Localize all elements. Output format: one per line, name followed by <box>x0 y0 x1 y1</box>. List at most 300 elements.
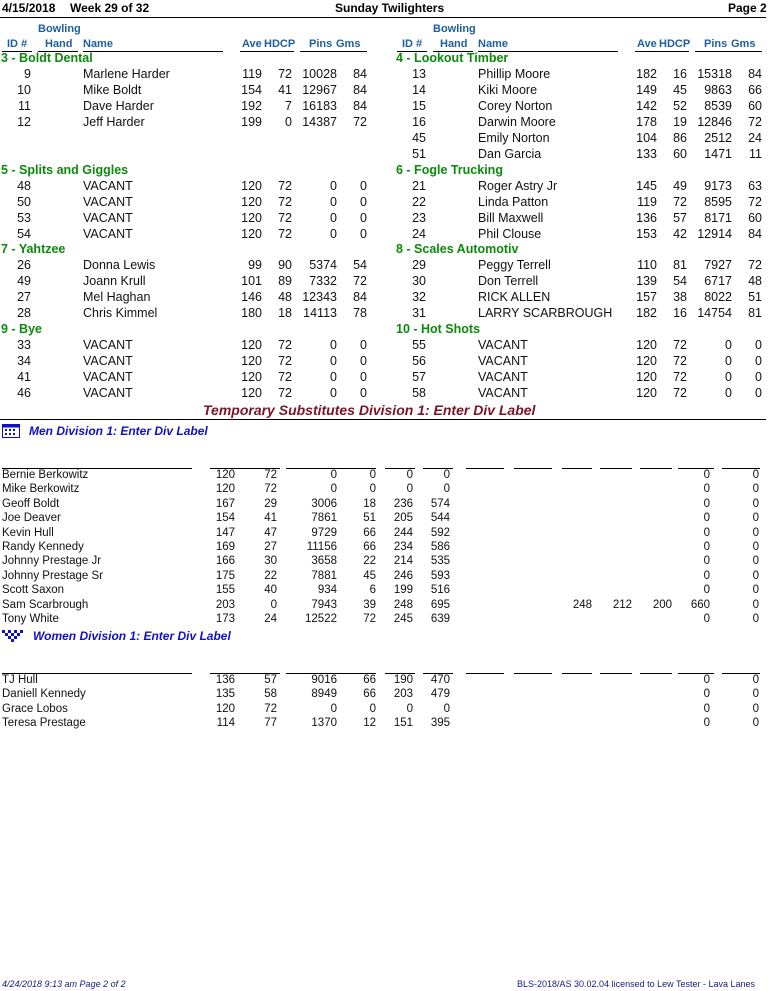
bowler-id: 28 <box>17 306 31 320</box>
league-title: Sunday Twilighters <box>335 1 445 15</box>
bowler-id: 34 <box>17 354 31 368</box>
team-title: 7 - Yahtzee <box>1 242 66 256</box>
bowler-handicap: 90 <box>278 258 292 272</box>
bowler-name: Kiki Moore <box>478 83 538 97</box>
sub-games: 51 <box>363 512 376 525</box>
bowler-handicap: 45 <box>673 83 687 97</box>
sub-games: 0 <box>369 483 376 496</box>
bowler-name: Phillip Moore <box>478 67 551 81</box>
bowler-id: 45 <box>412 131 426 145</box>
bowler-handicap: 72 <box>673 338 687 352</box>
sub-hdcp-total: 0 <box>752 555 759 568</box>
sub-high-series: 639 <box>430 613 450 625</box>
bowler-average: 99 <box>248 258 262 272</box>
bowler-name: VACANT <box>83 179 133 193</box>
sub-total: 0 <box>703 483 710 496</box>
sub-name: Johnny Prestage Jr <box>2 555 102 568</box>
sub-hdcp-total: 0 <box>752 717 759 730</box>
bowler-id: 26 <box>17 258 31 272</box>
sub-high-series: 593 <box>430 569 450 582</box>
sub-high-game: 151 <box>393 717 413 730</box>
bowler-name: Mike Boldt <box>83 83 142 97</box>
sub-pins: 0 <box>330 469 337 481</box>
footer-license: BLS-2018/AS 30.02.04 licensed to Lew Tester - Lava Lanes <box>517 979 755 989</box>
bowler-id: 58 <box>412 386 426 400</box>
sub-handicap: 57 <box>264 674 277 686</box>
sub-average: 147 <box>215 526 235 539</box>
bowler-average: 192 <box>241 99 262 113</box>
sub-game-2: 212 <box>612 598 632 611</box>
sub-high-series: 586 <box>430 541 450 553</box>
bowler-average: 142 <box>636 99 657 113</box>
bowler-pins: 0 <box>725 354 732 368</box>
report-date: 4/15/2018 <box>2 1 56 15</box>
gms-header: Gms <box>731 38 756 50</box>
bowler-games: 0 <box>755 370 762 384</box>
bowler-id: 14 <box>412 83 426 97</box>
bowler-name: VACANT <box>83 227 133 241</box>
bowler-average: 120 <box>636 338 657 352</box>
sub-handicap: 72 <box>264 483 277 496</box>
bowler-games: 0 <box>360 386 367 400</box>
bowler-name: VACANT <box>478 338 528 352</box>
sub-hdcp-total: 0 <box>752 613 759 625</box>
sub-handicap: 0 <box>270 598 277 611</box>
sub-total: 0 <box>703 469 710 481</box>
bowler-pins: 0 <box>330 370 337 384</box>
underline <box>600 673 632 674</box>
bowler-pins: 10028 <box>302 67 337 81</box>
bowler-name: Darwin Moore <box>478 115 556 129</box>
bowler-pins: 14387 <box>302 115 337 129</box>
sub-handicap: 58 <box>264 688 277 701</box>
hand-header: Hand <box>440 38 468 50</box>
sub-handicap: 72 <box>264 702 277 715</box>
bowler-handicap: 16 <box>673 67 687 81</box>
sub-handicap: 24 <box>264 613 277 625</box>
sub-games: 66 <box>363 674 376 686</box>
underline <box>640 673 672 674</box>
bowler-name: VACANT <box>478 386 528 400</box>
sub-total: 0 <box>703 497 710 510</box>
sub-pins: 8949 <box>311 688 337 701</box>
underline <box>600 468 632 469</box>
bowler-average: 157 <box>636 290 657 304</box>
sub-average: 169 <box>215 541 235 553</box>
men-division-icon <box>2 424 20 438</box>
sub-name: Randy Kennedy <box>2 541 84 553</box>
bowler-average: 120 <box>241 179 262 193</box>
team-title: 3 - Boldt Dental <box>1 51 93 65</box>
subs-rule <box>0 419 766 420</box>
bowler-handicap: 72 <box>278 370 292 384</box>
bowler-games: 0 <box>360 370 367 384</box>
bowler-average: 110 <box>637 258 657 272</box>
ave-header: Ave <box>242 38 262 50</box>
bowler-id: 9 <box>24 67 31 81</box>
sub-average: 154 <box>215 512 235 525</box>
team-title: 9 - Bye <box>1 322 42 336</box>
underline <box>514 468 552 469</box>
sub-games: 0 <box>369 702 376 715</box>
bowler-pins: 12967 <box>302 83 337 97</box>
sub-name: Teresa Prestage <box>2 717 86 730</box>
sub-high-game: 236 <box>393 497 413 510</box>
bowler-games: 84 <box>748 67 762 81</box>
bowler-id: 22 <box>412 195 426 209</box>
sub-name: Johnny Prestage Sr <box>2 569 104 582</box>
sub-average: 175 <box>215 569 235 582</box>
sub-total: 0 <box>703 613 710 625</box>
bowler-handicap: 48 <box>278 290 292 304</box>
bowler-pins: 14113 <box>303 306 337 320</box>
sub-name: Sam Scarbrough <box>2 598 89 611</box>
bowler-pins: 0 <box>330 354 337 368</box>
bowler-handicap: 72 <box>278 354 292 368</box>
sub-pins: 9016 <box>311 674 337 686</box>
bowler-handicap: 72 <box>673 370 687 384</box>
bowler-average: 101 <box>241 274 262 288</box>
sub-games: 18 <box>363 497 376 510</box>
sub-hdcp-total: 0 <box>752 702 759 715</box>
bowler-id: 51 <box>412 147 426 161</box>
underline <box>514 673 552 674</box>
bowling-label: Bowling <box>38 23 81 35</box>
bowler-average: 120 <box>241 386 262 400</box>
hdcp-header: HDCP <box>264 38 296 50</box>
bowler-name: RICK ALLEN <box>478 290 551 304</box>
sub-total: 0 <box>703 512 710 525</box>
bowler-average: 119 <box>242 67 262 81</box>
sub-pins: 7861 <box>311 512 337 525</box>
bowler-handicap: 72 <box>278 211 292 225</box>
bowler-id: 10 <box>17 83 31 97</box>
sub-high-series: 535 <box>430 555 450 568</box>
sub-high-series: 395 <box>430 717 450 730</box>
underline <box>562 673 592 674</box>
bowler-handicap: 16 <box>673 306 687 320</box>
underline <box>562 468 592 469</box>
bowler-name: Linda Patton <box>478 195 549 209</box>
bowler-name: VACANT <box>83 354 133 368</box>
sub-handicap: 30 <box>264 555 277 568</box>
page-number: Page 2 <box>728 1 767 15</box>
sub-handicap: 29 <box>264 497 277 510</box>
header-rule <box>0 17 766 18</box>
bowler-handicap: 18 <box>278 306 292 320</box>
bowler-id: 33 <box>17 338 31 352</box>
sub-pins: 9729 <box>311 526 337 539</box>
sub-pins: 0 <box>330 702 337 715</box>
team-title: 8 - Scales Automotiv <box>396 242 519 256</box>
sub-name: Tony White <box>2 613 59 625</box>
sub-pins: 3006 <box>311 497 337 510</box>
name-header: Name <box>83 38 113 50</box>
bowler-pins: 16183 <box>302 99 337 113</box>
sub-handicap: 72 <box>264 469 277 481</box>
bowler-id: 46 <box>17 386 31 400</box>
sub-average: 114 <box>216 717 235 730</box>
bowler-pins: 0 <box>330 179 337 193</box>
sub-high-series: 544 <box>430 512 450 525</box>
sub-total: 0 <box>703 569 710 582</box>
bowler-pins: 6717 <box>704 274 732 288</box>
bowler-pins: 8022 <box>704 290 732 304</box>
bowler-pins: 2512 <box>704 131 732 145</box>
bowler-pins: 14754 <box>697 306 732 320</box>
sub-pins: 11156 <box>306 541 337 553</box>
sub-pins: 12522 <box>305 613 337 625</box>
sub-games: 66 <box>363 526 376 539</box>
sub-hdcp-total: 0 <box>752 688 759 701</box>
sub-high-series: 479 <box>430 688 450 701</box>
bowler-average: 154 <box>241 83 262 97</box>
bowler-id: 31 <box>412 306 426 320</box>
bowler-pins: 9173 <box>704 179 732 193</box>
bowler-pins: 7927 <box>704 258 732 272</box>
sub-high-game: 248 <box>393 598 413 611</box>
bowler-name: Chris Kimmel <box>83 306 158 320</box>
bowler-name: Don Terrell <box>478 274 539 288</box>
bowler-name: VACANT <box>83 386 133 400</box>
underline <box>635 51 689 52</box>
bowler-id: 49 <box>17 274 31 288</box>
bowler-handicap: 89 <box>278 274 292 288</box>
bowler-pins: 9863 <box>704 83 732 97</box>
bowler-handicap: 72 <box>278 179 292 193</box>
bowler-average: 120 <box>636 370 657 384</box>
bowler-name: Corey Norton <box>478 99 553 113</box>
bowler-handicap: 57 <box>673 211 687 225</box>
sub-total: 0 <box>703 688 710 701</box>
underline <box>466 673 504 674</box>
sub-high-game: 0 <box>406 483 413 496</box>
bowler-handicap: 72 <box>673 195 687 209</box>
bowler-name: Donna Lewis <box>83 258 156 272</box>
sub-high-series: 0 <box>443 483 450 496</box>
sub-name: Daniell Kennedy <box>2 688 86 701</box>
sub-name: Mike Berkowitz <box>2 483 80 496</box>
sub-high-game: 199 <box>393 584 413 597</box>
bowler-average: 119 <box>637 195 657 209</box>
bowler-id: 15 <box>412 99 426 113</box>
bowling-label: Bowling <box>433 23 476 35</box>
women-division-icon <box>2 629 24 641</box>
bowler-average: 146 <box>241 290 262 304</box>
sub-name: Joe Deaver <box>2 512 61 525</box>
sub-total: 0 <box>703 526 710 539</box>
sub-total: 0 <box>703 584 710 597</box>
sub-high-series: 0 <box>443 469 450 481</box>
bowler-id: 24 <box>412 227 426 241</box>
bowler-games: 48 <box>748 274 762 288</box>
bowler-handicap: 19 <box>673 115 687 129</box>
sub-pins: 7943 <box>311 598 337 611</box>
bowler-name: VACANT <box>83 338 133 352</box>
bowler-games: 84 <box>748 227 762 241</box>
bowler-name: Roger Astry Jr <box>478 179 558 193</box>
sub-high-game: 234 <box>393 541 413 553</box>
bowler-name: Dave Harder <box>83 99 154 113</box>
bowler-games: 0 <box>755 338 762 352</box>
sub-high-game: 0 <box>406 469 413 481</box>
team-title: 6 - Fogle Trucking <box>396 163 503 177</box>
sub-high-game: 190 <box>393 674 413 686</box>
pins-header: Pins <box>309 38 333 50</box>
bowler-handicap: 41 <box>278 83 292 97</box>
id-header: ID # <box>402 38 423 50</box>
sub-game-1: 248 <box>572 598 592 611</box>
sub-average: 135 <box>215 688 235 701</box>
bowler-average: 178 <box>636 115 657 129</box>
sub-hdcp-total: 0 <box>752 526 759 539</box>
sub-high-game: 246 <box>393 569 413 582</box>
bowler-handicap: 81 <box>673 258 687 272</box>
sub-handicap: 41 <box>264 512 277 525</box>
bowler-games: 78 <box>353 306 367 320</box>
bowler-handicap: 72 <box>673 386 687 400</box>
bowler-games: 72 <box>353 274 367 288</box>
sub-hdcp-total: 0 <box>752 469 759 481</box>
sub-hdcp-total: 0 <box>752 541 759 553</box>
sub-games: 0 <box>369 469 376 481</box>
bowler-average: 153 <box>636 227 657 241</box>
bowler-games: 72 <box>748 258 762 272</box>
bowler-name: Joann Krull <box>83 274 146 288</box>
sub-name: Grace Lobos <box>2 702 68 715</box>
bowler-id: 29 <box>412 258 426 272</box>
bowler-average: 120 <box>241 354 262 368</box>
sub-high-series: 574 <box>430 497 450 510</box>
bowler-name: Jeff Harder <box>83 115 145 129</box>
sub-name: Kevin Hull <box>2 526 54 539</box>
sub-high-game: 245 <box>393 613 413 625</box>
bowler-games: 51 <box>748 290 762 304</box>
bowler-games: 84 <box>353 290 367 304</box>
sub-hdcp-total: 0 <box>752 598 759 611</box>
bowler-games: 0 <box>755 386 762 400</box>
bowler-games: 0 <box>360 179 367 193</box>
bowler-average: 120 <box>241 211 262 225</box>
bowler-average: 120 <box>636 386 657 400</box>
bowler-average: 182 <box>636 67 657 81</box>
bowler-handicap: 72 <box>673 354 687 368</box>
bowler-average: 133 <box>636 147 657 161</box>
bowler-games: 84 <box>353 83 367 97</box>
bowler-handicap: 54 <box>673 274 687 288</box>
sub-total: 0 <box>703 555 710 568</box>
bowler-pins: 1471 <box>704 147 732 161</box>
sub-high-game: 205 <box>393 512 413 525</box>
bowler-name: Peggy Terrell <box>478 258 551 272</box>
bowler-pins: 0 <box>330 386 337 400</box>
sub-high-series: 470 <box>430 674 450 686</box>
bowler-average: 180 <box>241 306 262 320</box>
sub-hdcp-total: 0 <box>752 584 759 597</box>
sub-average: 136 <box>215 674 235 686</box>
bowler-id: 48 <box>17 179 31 193</box>
report-week: Week 29 of 32 <box>70 1 150 15</box>
bowler-id: 50 <box>17 195 31 209</box>
sub-high-game: 0 <box>406 702 413 715</box>
sub-handicap: 40 <box>264 584 277 597</box>
id-header: ID # <box>7 38 28 50</box>
bowler-id: 55 <box>412 338 426 352</box>
bowler-pins: 15318 <box>697 67 732 81</box>
bowler-pins: 0 <box>725 386 732 400</box>
bowler-id: 54 <box>17 227 31 241</box>
sub-average: 120 <box>215 469 235 481</box>
bowler-games: 60 <box>748 211 762 225</box>
sub-hdcp-total: 0 <box>752 483 759 496</box>
bowler-average: 182 <box>636 306 657 320</box>
bowler-pins: 7332 <box>309 274 337 288</box>
bowler-pins: 12343 <box>302 290 337 304</box>
bowler-average: 120 <box>636 354 657 368</box>
underline <box>695 51 762 52</box>
underline <box>240 51 294 52</box>
sub-games: 12 <box>363 717 376 730</box>
bowler-pins: 8171 <box>704 211 732 225</box>
sub-high-game: 214 <box>393 555 413 568</box>
bowler-handicap: 38 <box>673 290 687 304</box>
underline <box>640 468 672 469</box>
sub-high-series: 592 <box>430 526 450 539</box>
ave-header: Ave <box>637 38 657 50</box>
sub-handicap: 47 <box>264 526 277 539</box>
bowler-average: 120 <box>241 227 262 241</box>
sub-handicap: 22 <box>264 569 277 582</box>
bowler-average: 120 <box>241 338 262 352</box>
bowler-handicap: 86 <box>673 131 687 145</box>
bowler-name: Phil Clouse <box>478 227 542 241</box>
bowler-pins: 12846 <box>697 115 732 129</box>
bowler-games: 72 <box>353 115 367 129</box>
bowler-pins: 0 <box>330 227 337 241</box>
sub-total: 0 <box>703 541 710 553</box>
sub-high-series: 695 <box>430 598 450 611</box>
sub-name: TJ Hull <box>2 674 38 686</box>
bowler-id: 27 <box>17 290 31 304</box>
sub-pins: 934 <box>317 584 337 597</box>
bowler-games: 0 <box>360 354 367 368</box>
bowler-average: 120 <box>241 195 262 209</box>
sub-game-3: 200 <box>652 598 672 611</box>
bowler-pins: 0 <box>725 338 732 352</box>
bowler-games: 72 <box>748 115 762 129</box>
bowler-id: 23 <box>412 211 426 225</box>
name-header: Name <box>478 38 508 50</box>
bowler-name: Bill Maxwell <box>478 211 544 225</box>
bowler-handicap: 0 <box>285 115 292 129</box>
substitutes-banner: Temporary Substitutes Division 1: Enter Div Label <box>203 402 536 418</box>
bowler-pins: 0 <box>725 370 732 384</box>
hdcp-header: HDCP <box>659 38 691 50</box>
bowler-id: 12 <box>17 115 31 129</box>
bowler-name: VACANT <box>83 370 133 384</box>
sub-hdcp-total: 0 <box>752 512 759 525</box>
bowler-games: 0 <box>360 195 367 209</box>
bowler-id: 32 <box>412 290 426 304</box>
sub-high-series: 516 <box>430 584 450 597</box>
bowler-handicap: 42 <box>673 227 687 241</box>
team-title: 4 - Lookout Timber <box>396 51 509 65</box>
sub-games: 66 <box>363 688 376 701</box>
bowler-games: 0 <box>360 338 367 352</box>
sub-average: 120 <box>215 702 235 715</box>
bowler-id: 16 <box>412 115 426 129</box>
bowler-handicap: 52 <box>673 99 687 113</box>
